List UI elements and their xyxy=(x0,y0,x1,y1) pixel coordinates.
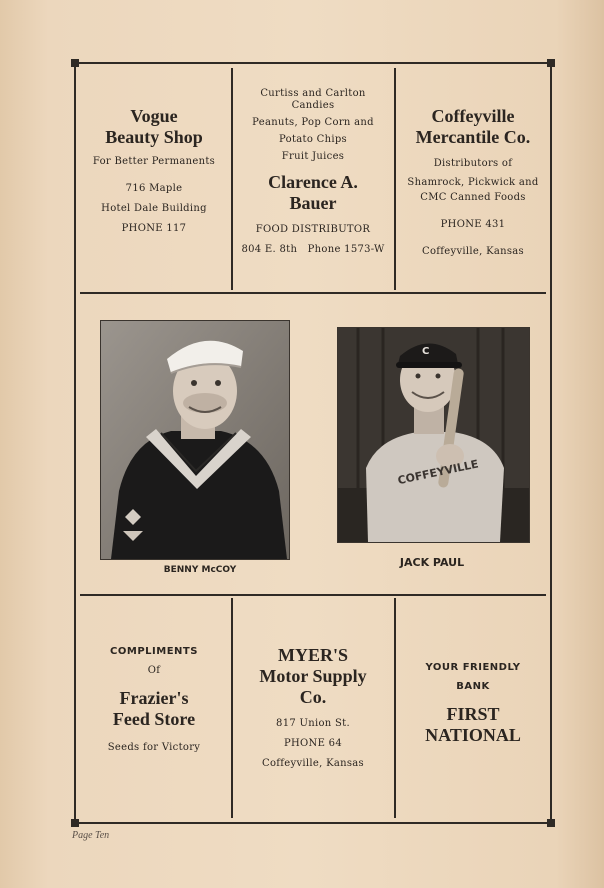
frazier-name: Frazier's xyxy=(119,688,189,708)
caption-benny-mccoy: BENNY McCOY xyxy=(163,565,237,575)
ad-clarence-bauer xyxy=(234,88,392,257)
bauer-line: Candies xyxy=(291,100,335,111)
jersey-text: COFFEYVILLE xyxy=(396,457,480,488)
cap-letter: C xyxy=(422,346,430,357)
ad-first-national-bank xyxy=(397,662,549,746)
mercantile-line: Shamrock, Pickwick and xyxy=(407,177,539,188)
myers-name-2: Motor Supply xyxy=(259,666,367,686)
bauer-line: Peanuts, Pop Corn and xyxy=(252,117,374,128)
frazier-tagline: Seeds for Victory xyxy=(107,742,201,753)
bank-name-2: NATIONAL xyxy=(425,725,521,745)
ad-vogue-beauty-shop xyxy=(78,106,230,236)
bauer-role: FOOD DISTRIBUTOR xyxy=(255,224,371,235)
myers-name-3: Co. xyxy=(299,687,327,707)
frazier-name-2: Feed Store xyxy=(112,709,196,729)
myers-address: 817 Union St. xyxy=(276,718,350,729)
column-rule xyxy=(231,68,233,290)
mercantile-line: Distributors of xyxy=(433,158,513,169)
myers-name: MYER'S xyxy=(277,645,348,665)
frazier-compliments: COMPLIMENTS xyxy=(110,646,198,657)
divider-bottom xyxy=(80,594,546,596)
bank-name: FIRST xyxy=(446,704,500,724)
mercantile-city: Coffeyville, Kansas xyxy=(422,246,524,257)
bauer-address: 804 E. 8th Phone 1573-W xyxy=(241,244,385,255)
photo-jack-paul xyxy=(337,327,530,543)
column-rule xyxy=(394,68,396,290)
bauer-line: Potato Chips xyxy=(279,134,347,145)
mercantile-phone: PHONE 431 xyxy=(440,219,506,230)
bank-friendly: YOUR FRIENDLY xyxy=(425,662,521,673)
myers-phone: PHONE 64 xyxy=(283,738,342,749)
bauer-line: Curtiss and Carlton xyxy=(260,88,366,99)
ad-coffeyville-mercantile xyxy=(397,106,549,259)
myers-city: Coffeyville, Kansas xyxy=(262,758,364,769)
corner-ornament xyxy=(71,59,79,67)
bank-label: BANK xyxy=(456,681,490,692)
bauer-name-2: Bauer xyxy=(289,193,337,213)
bauer-name: Clarence A. xyxy=(268,172,358,192)
ad-myers-motor-supply xyxy=(234,645,392,771)
vogue-address: 716 Maple xyxy=(125,183,183,194)
ad-fraziers-feed-store xyxy=(78,646,230,755)
corner-ornament xyxy=(547,59,555,67)
caption-jack-paul: JACK PAUL xyxy=(399,556,465,569)
vogue-building: Hotel Dale Building xyxy=(101,203,207,214)
corner-ornament xyxy=(71,819,79,827)
mercantile-line: CMC Canned Foods xyxy=(420,192,526,203)
vogue-name-2: Beauty Shop xyxy=(105,127,203,147)
page-number: Page Ten xyxy=(72,830,110,841)
column-rule xyxy=(231,598,233,818)
mercantile-name: Coffeyville xyxy=(431,106,515,126)
column-rule xyxy=(394,598,396,818)
mercantile-name-2: Mercantile Co. xyxy=(415,127,531,147)
vogue-name: Vogue xyxy=(130,106,178,126)
vogue-tagline: For Better Permanents xyxy=(92,156,216,167)
corner-ornament xyxy=(547,819,555,827)
vogue-phone: PHONE 117 xyxy=(121,223,187,234)
bauer-line: Fruit Juices xyxy=(281,151,345,162)
frazier-of: Of xyxy=(147,665,161,676)
photo-benny-mccoy xyxy=(100,320,290,560)
divider-top xyxy=(80,292,546,294)
